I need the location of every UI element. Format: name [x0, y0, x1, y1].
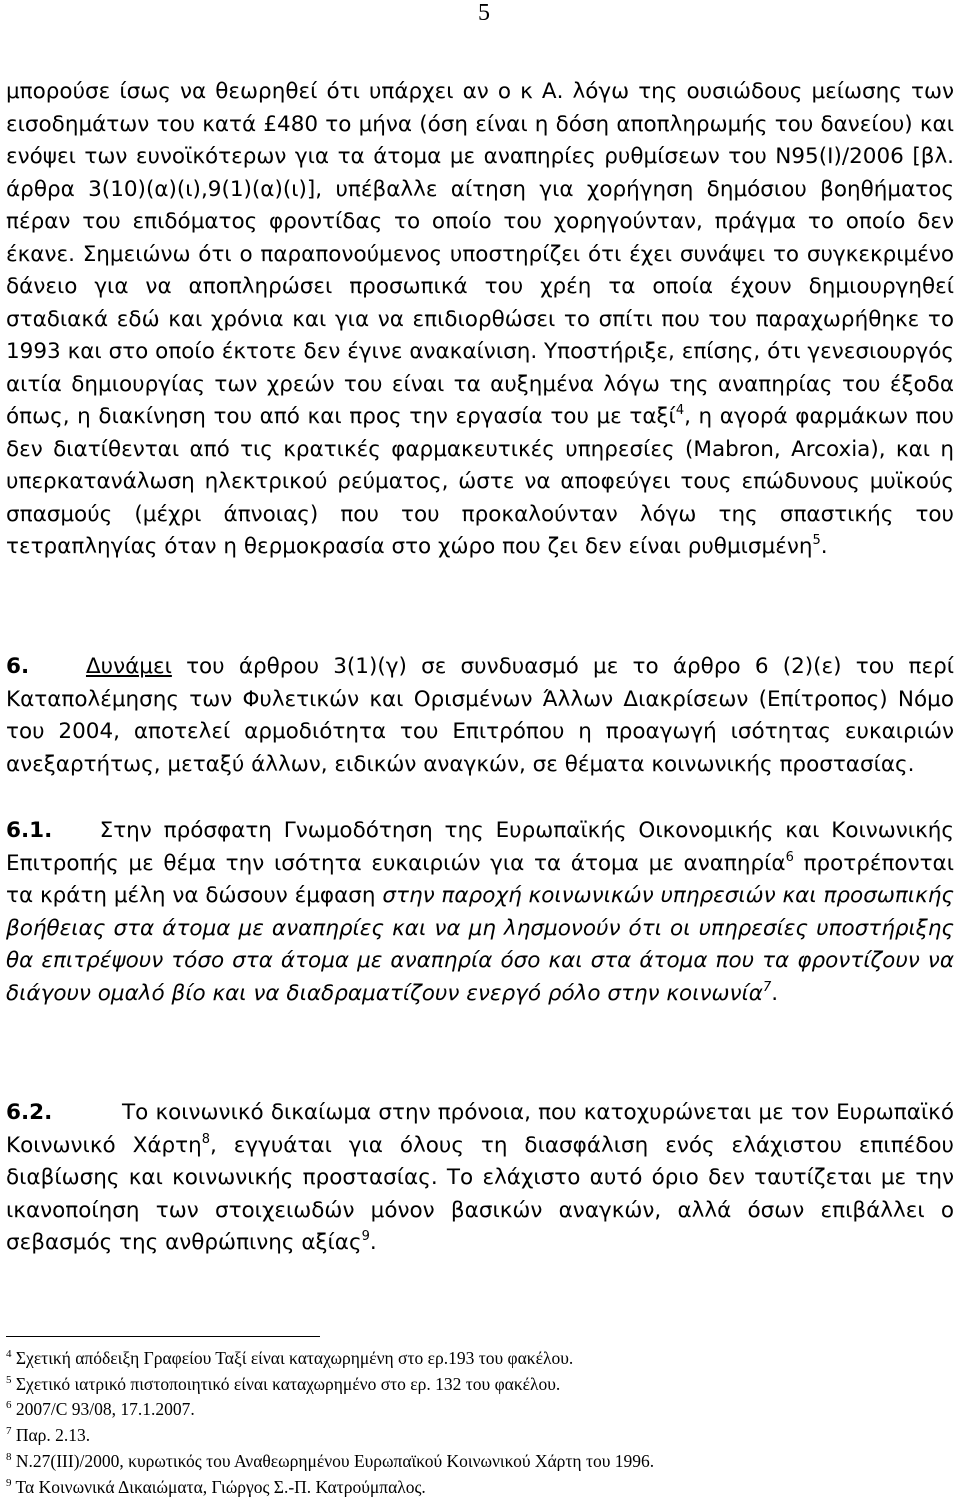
paragraph-1-text-c: .	[820, 534, 828, 559]
footnote-text: Παρ. 2.13.	[11, 1425, 91, 1446]
footnote-text: N.27(III)/2000, κυρωτικός του Αναθεωρημένου Ευρωπαϊκού Κοινωνικού Χάρτη του 1996.	[11, 1450, 655, 1471]
section-6-2-text-c: .	[369, 1230, 377, 1255]
footnote-4	[6, 1346, 654, 1372]
section-6	[6, 651, 954, 781]
footnote-ref-5[interactable]: 5	[812, 533, 821, 548]
footnote-ref-7[interactable]: 7	[762, 979, 772, 995]
paragraph-1-text-a: μπορούσε ίσως να θεωρηθεί ότι υπάρχει αν ο κ Α. λόγω της ουσιώδους μείωσης των εισοδημάτων του κατά £480 το μήνα (όση είναι η δόση αποπληρωμής του δανείου) και ενόψει των ευνοϊκότερων για τα άτομα με αναπηρίες ρυθμίσεων του Ν95(Ι)/2006 [βλ. άρθρα 3(10)(α)(ι),9(1)(α)(ι)], υπέβαλλε αίτηση για χορήγηση δημόσιου βοηθήματος πέραν του επιδόματος φροντίδας το οποίο του χορηγούνταν, πράγμα το οποίο δεν έκανε. Σημειώνω ότι ο παραπονούμενος υποστηρίζει ότι έχει συνάψει το συγκεκριμένο δάνειο για να αποπληρώσει προσωπικά του χρέη τα οποία έχουν δημιουργηθεί σταδιακά εδώ και χρόνια και για να επιδιορθώσει το σπίτι που του παραχωρήθηκε το 1993 και στο οποίο έκτοτε δεν έγινε ανακαίνιση. Υποστήριξε, επίσης, ότι γενεσιουργός αιτία δημιουργίας των χρεών του είναι τα αυξημένα λόγω της αναπηρίας του έξοδα όπως, η διακίνηση του από και προς την εργασία του με ταξί	[6, 79, 954, 429]
footnote-6	[6, 1397, 654, 1423]
footnote-text: Τα Κοινωνικά Δικαιώματα, Γιώργος Σ.-Π. Κατρούμπαλος.	[11, 1476, 426, 1497]
section-6-1	[6, 815, 954, 1010]
footnote-5	[6, 1372, 654, 1398]
footnote-ref-6[interactable]: 6	[785, 849, 794, 865]
footnote-separator	[6, 1336, 320, 1337]
section-6-2-text-a: Το κοινωνικό δικαίωμα στην πρόνοια, που κατοχυρώνεται με τον Ευρωπαϊκό Κοινωνικό Χάρτη	[6, 1100, 954, 1158]
section-6-title: Δυνάμει	[85, 654, 172, 679]
footnote-number: 9	[6, 1476, 12, 1489]
footnote-7	[6, 1423, 654, 1449]
footnotes	[6, 1346, 654, 1500]
footnote-ref-9[interactable]: 9	[361, 1229, 370, 1244]
section-6-1-text-a: Στην πρόσφατη Γνωμοδότηση της Ευρωπαϊκής Οικονομικής και Κοινωνικής Επιτροπής με θέμα την ισότητα ευκαιριών για τα άτομα με αναπηρία	[6, 818, 954, 876]
footnote-text: Σχετική απόδειξη Γραφείου Ταξί είναι καταχωρημένη στο ερ.193 του φακέλου.	[11, 1348, 574, 1368]
footnote-9	[6, 1475, 654, 1501]
footnote-text: 2007/C 93/08, 17.1.2007.	[11, 1399, 195, 1420]
page-number: 5	[478, 0, 490, 26]
section-6-text: του άρθρου 3(1)(γ) σε συνδυασμό με το άρθρο 6 (2)(ε) του περί Καταπολέμησης των Φυλετικών και Ορισμένων Άλλων Διακρίσεων (Επίτροπος) Νόμο του 2004, αποτελεί αρμοδιότητα του Επιτρόπου η προαγωγή ισότητας ευκαιριών ανεξαρτήτως, μεταξύ άλλων, ειδικών αναγκών, σε θέματα κοινωνικής προστασίας.	[6, 654, 954, 777]
section-6-1-quote: στην παροχή κοινωνικών υπηρεσιών και προσωπικής βοήθειας στα άτομα με αναπηρίες και να μη λησμονούν ότι οι υπηρεσίες υποστήριξης θα επιτρέψουν τόσο στα άτομα με αναπηρία όσο και στα άτομα που τα φροντίζουν να διάγουν ομαλό βίο και να διαδραματίζουν ενεργό ρόλο στην κοινωνία$^7$	[6, 883, 954, 1006]
paragraph-1-text-b: , η αγορά φαρμάκων που δεν διατίθενται από τις κρατικές φαρμακευτικές υπηρεσίες (Mabron, Arcoxia), και η υπερκατανάλωση ηλεκτρικού ρεύματος, ώστε να αποφεύγει τους επώδυνους μυϊκούς σπασμούς (μέχρι άπνοιας) που του προκαλούνταν λόγω της σπαστικής του τετραπληγίας όταν η θερμοκρασία στο χώρο που ζει δεν είναι ρυθμισμένη	[6, 404, 954, 559]
paragraph-1	[6, 76, 954, 564]
section-6-number: 6.	[6, 654, 30, 679]
footnote-number: 4	[6, 1348, 12, 1360]
section-6-2	[6, 1097, 954, 1260]
footnote-8	[6, 1449, 654, 1475]
section-6-1-text-b: προτρέπονται τα κράτη μέλη να δώσουν έμφαση	[6, 850, 954, 908]
footnote-ref-8[interactable]: 8	[201, 1131, 210, 1147]
footnote-text: Σχετικό ιατρικό πιστοποιητικό είναι καταχωρημένο στο ερ. 132 του φακέλου.	[11, 1373, 561, 1394]
footnote-ref-4[interactable]: 4	[675, 403, 685, 418]
section-6-1-number: 6.1.	[6, 818, 53, 843]
footnote-number: 7	[6, 1425, 12, 1438]
footnote-number: 8	[6, 1450, 12, 1463]
section-6-1-text-c: .	[771, 980, 779, 1006]
section-6-2-text-b: , εγγυάται για όλους τη διασφάλιση ενός ελάχιστου επιπέδου διαβίωσης και κοινωνικής προστασίας. Το ελάχιστο αυτό όριο δεν ταυτίζεται με την ικανοποίηση των στοιχειωδών μόνον βασικών αναγκών, αλλά όσων επιβάλλει ο σεβασμός της ανθρώπινης αξίας	[6, 1132, 955, 1255]
section-6-2-number: 6.2.	[6, 1100, 53, 1125]
footnote-number: 5	[6, 1373, 12, 1386]
footnote-number: 6	[6, 1399, 12, 1412]
